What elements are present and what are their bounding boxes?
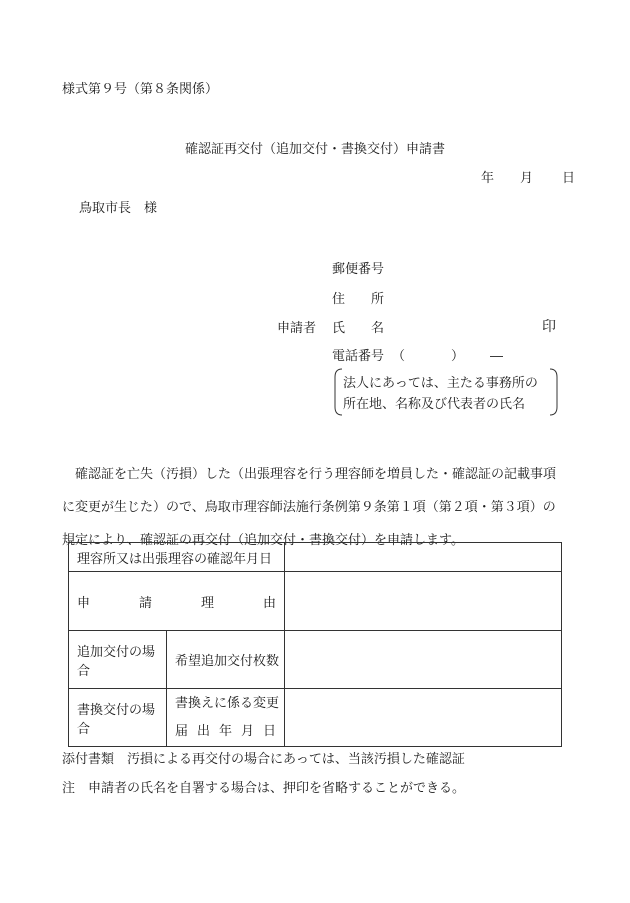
address-label: 住 所 [332, 292, 385, 307]
change-notice-date-label [167, 689, 285, 747]
reason-char: 請 [139, 595, 153, 611]
table-row [69, 572, 562, 631]
rewrite-issue-label: 書換交付の場合 [69, 689, 167, 747]
application-table [68, 542, 562, 747]
phone-label: 電話番号 [332, 349, 385, 364]
notice-char: 年 [219, 723, 233, 739]
change-notice-line2 [175, 718, 284, 746]
date-day-label: 日 [562, 171, 576, 186]
confirmation-date-field[interactable] [285, 543, 562, 572]
phone-close-paren: ） [451, 349, 465, 364]
reason-char: 由 [263, 595, 277, 611]
additional-count-label: 希望追加交付枚数 [167, 631, 285, 689]
phone-open-paren: （ [392, 349, 406, 364]
phone-dash: ― [490, 349, 503, 364]
seal-mark: 印 [542, 319, 556, 335]
additional-issue-label: 追加交付の場合 [69, 631, 167, 689]
notice-char: 月 [241, 723, 255, 739]
confirmation-date-label: 理容所又は出張理容の確認年月日 [69, 543, 285, 572]
additional-count-field[interactable] [285, 631, 562, 689]
reason-field[interactable] [285, 572, 562, 631]
reason-label [69, 572, 285, 631]
statement-line3: 規定により、確認証の再交付（追加交付・書換交付）を申請します。 [62, 533, 464, 548]
table-row [69, 543, 562, 572]
date-month-label: 月 [520, 171, 534, 186]
addressee: 鳥取市長 様 [79, 201, 158, 216]
form-number: 様式第９号（第８条関係） [62, 82, 219, 97]
table-row [69, 689, 562, 747]
reason-char: 申 [77, 595, 91, 611]
attachments-note: 添付書類 汚損による再交付の場合にあっては、当該汚損した確認証 [62, 752, 465, 767]
notice-char: 日 [263, 723, 277, 739]
notice-char: 届 [175, 723, 189, 739]
table-row [69, 631, 562, 689]
name-label: 氏 名 [332, 321, 385, 336]
document-title: 確認証再交付（追加交付・書換交付）申請書 [184, 142, 445, 157]
reason-char: 理 [201, 595, 215, 611]
corporate-note-line2: 所在地、名称及び代表者の氏名 [343, 397, 526, 412]
signature-note: 注 申請者の氏名を自署する場合は、押印を省略することができる。 [62, 781, 466, 796]
applicant-label: 申請者 [277, 321, 317, 336]
statement-line1: 確認証を亡失（汚損）した（出張理容を行う理容師を増員した・確認証の記載事項 [75, 467, 557, 482]
change-notice-date-field[interactable] [285, 689, 562, 747]
change-notice-line1: 書換えに係る変更 [175, 695, 280, 711]
notice-char: 出 [197, 723, 211, 739]
statement-line2: に変更が生じた）ので、鳥取市理容師法施行条例第９条第１項（第２項・第３項）の [62, 500, 556, 515]
date-year-label: 年 [481, 171, 495, 186]
corporate-note-line1: 法人にあっては、主たる事務所の [343, 376, 538, 391]
postal-code-label: 郵便番号 [332, 262, 385, 277]
